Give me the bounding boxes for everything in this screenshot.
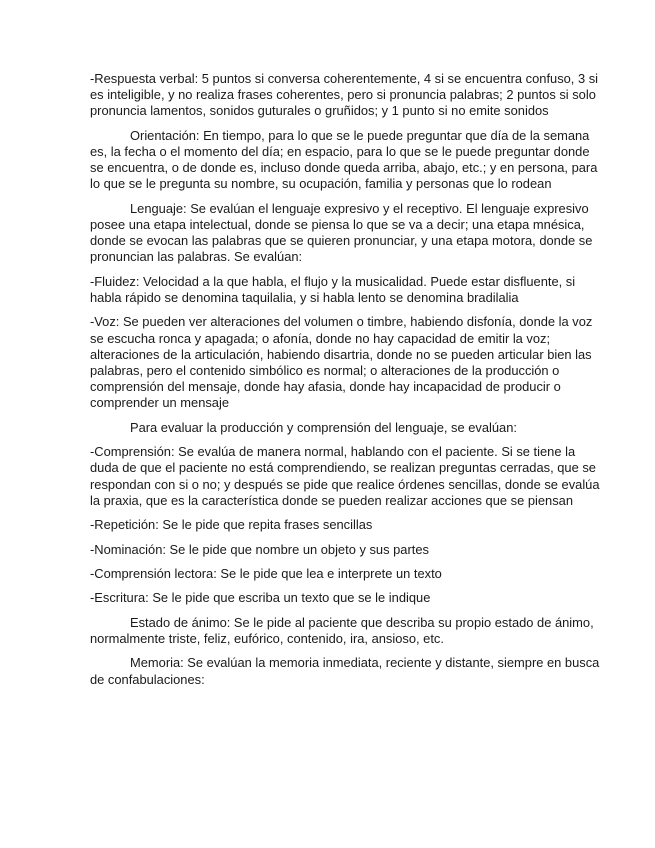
paragraph-voz: -Voz: Se pueden ver alteraciones del volumen o timbre, habiendo disfonía, donde la voz se escucha ronca y apagada; o afonía, donde no hay capacidad de emitir la voz; alteraciones de la articulación, habiendo disartria, donde no se pueden articular bien las palabras, pero el contenido simbólico es normal; o alteraciones de la producción o comprensión del mensaje, donde hay afasia, donde hay incapacidad de producir o comprender un mensaje [90,314,593,411]
paragraph-fluidez: -Fluidez: Velocidad a la que habla, el flujo y la musicalidad. Puede estar disfluente, si habla rápido se denomina taquilalia, y si habla lento se denomina bradilalia [90,273,576,305]
paragraph-orientacion: Orientación: En tiempo, para lo que se le puede preguntar que día de la semana es, la fecha o el momento del día; en espacio, para lo que se le puede preguntar donde se encuentra, o de donde es, incluso donde queda arriba, abajo, etc.; y en persona, para lo que se le pregunta su nombre, su ocupación, familia y personas que lo rodean [90,127,598,192]
paragraph-estado-animo: Estado de ánimo: Se le pide al paciente que describa su propio estado de ánimo, normalmente triste, feliz, eufórico, contenido, ira, ansioso, etc. [90,614,594,646]
paragraph-repeticion: -Repetición: Se le pide que repita frases sencillas [90,517,373,533]
paragraph-lenguaje: Lenguaje: Se evalúan el lenguaje expresivo y el receptivo. El lenguaje expresivo posee una etapa intelectual, donde se piensa lo que se va a decir; una etapa mnésica, donde se evocan las palabras que se quieren pronunciar, y una etapa motora, donde se pronuncian las palabras. Se evalúan: [90,200,593,265]
paragraph-memoria: Memoria: Se evalúan la memoria inmediata, reciente y distante, siempre en busca de confabulaciones: [90,655,600,687]
paragraph-respuesta-verbal: -Respuesta verbal: 5 puntos si conversa coherentemente, 4 si se encuentra confuso, 3 si es inteligible, y no realiza frases coherentes, pero si pronuncia palabras; 2 puntos si solo pronuncia lamentos, sonidos guturales o gruñidos; y 1 punto si no emite sonidos [90,71,599,119]
paragraph-comprension: -Comprensión: Se evalúa de manera normal, hablando con el paciente. Si se tiene la duda de que el paciente no está comprendiendo, se realizan preguntas cerradas, que se respondan con si o no; y después se pide que realice órdenes sencillas, donde se evalúa la praxia, que es la característica donde se pueden realizar acciones que se piensan [90,444,600,508]
paragraph-evaluacion-lenguaje: Para evaluar la producción y comprensión del lenguaje, se evalúan: [130,419,517,435]
paragraph-comprension-lectora: -Comprensión lectora: Se le pide que lea e interprete un texto [90,565,442,581]
paragraph-nominacion: -Nominación: Se le pide que nombre un objeto y sus partes [90,541,429,557]
paragraph-escritura: -Escritura: Se le pide que escriba un texto que se le indique [90,590,431,606]
